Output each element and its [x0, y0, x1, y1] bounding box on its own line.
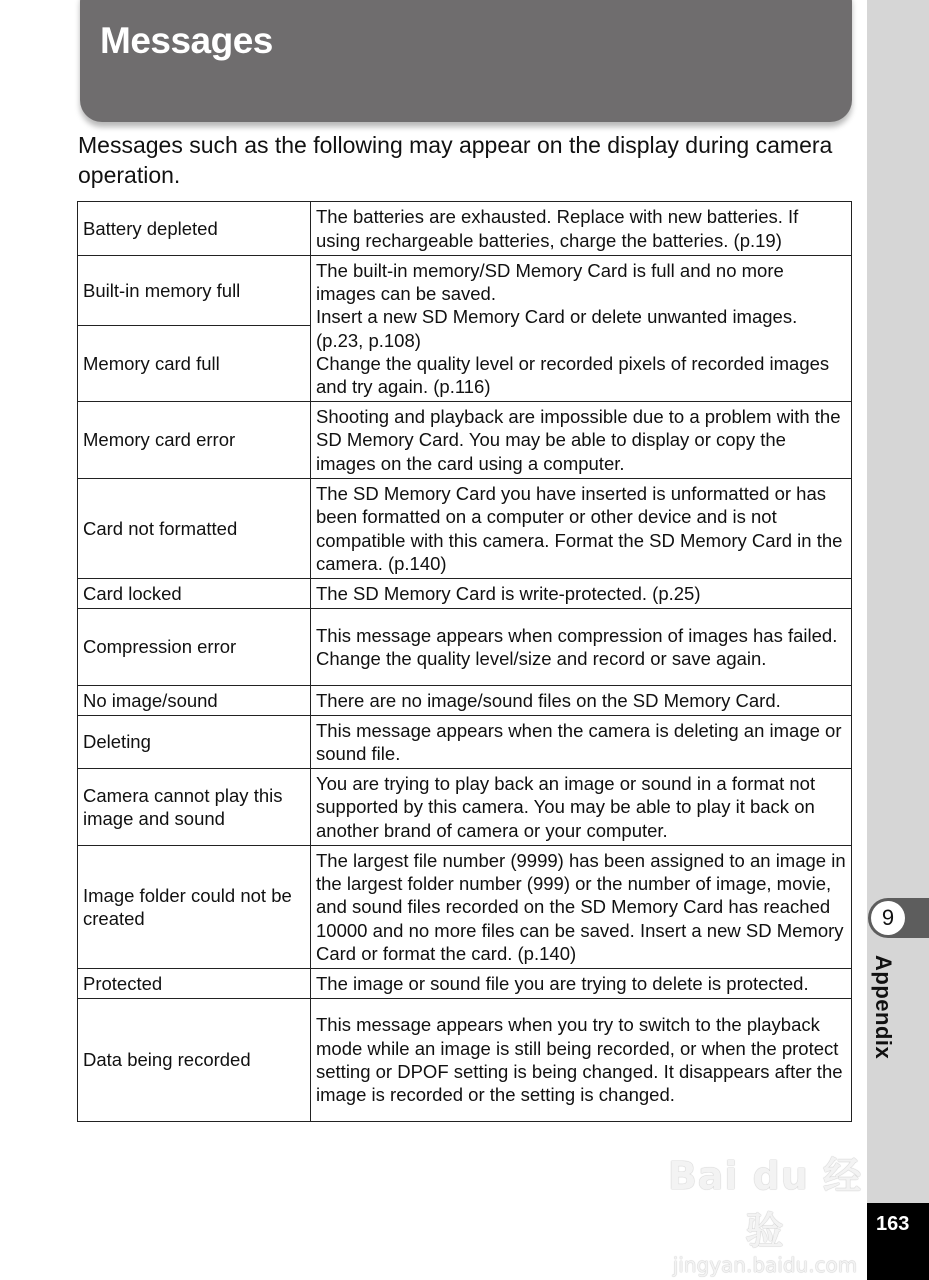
watermark-url: jingyan.baidu.com [672, 1253, 858, 1277]
message-name: Data being recorded [78, 999, 311, 1122]
message-name: Battery depleted [78, 202, 311, 256]
chapter-number-badge: 9 [871, 901, 905, 935]
description-line: Insert a new SD Memory Card or delete unwanted images. (p.23, p.108) [316, 306, 798, 351]
chapter-label: Appendix [871, 955, 896, 1060]
message-name: Deleting [78, 716, 311, 769]
table-row [78, 999, 852, 1122]
message-description: This message appears when you try to switch to the playback mode while an image is still being recorded, or when the protect setting or DPOF setting is being changed. It disappears after the image is recorded or the setting is changed. [311, 999, 852, 1122]
table-row [78, 609, 852, 686]
message-name: Card locked [78, 579, 311, 609]
message-description [311, 256, 852, 402]
message-description: The largest file number (9999) has been assigned to an image in the largest folder number (999) or the number of image, movie, and sound files recorded on the SD Memory Card has reached 10000 and no more files can be saved. Insert a new SD Memory Card or format the card. (p.140) [311, 846, 852, 969]
message-name: Memory card error [78, 402, 311, 479]
page-number: 163 [876, 1213, 910, 1235]
message-description: The batteries are exhausted. Replace with new batteries. If using rechargeable batteries, charge the batteries. (p.19) [311, 202, 852, 256]
message-description: There are no image/sound files on the SD Memory Card. [311, 686, 852, 716]
table-row [78, 969, 852, 999]
message-name: Compression error [78, 609, 311, 686]
page-title: Messages [100, 20, 273, 61]
watermark [660, 1145, 870, 1277]
table-row [78, 579, 852, 609]
table-row [78, 716, 852, 769]
intro-paragraph: Messages such as the following may appear on the display during camera operation. [78, 132, 833, 188]
message-description: The image or sound file you are trying to delete is protected. [311, 969, 852, 999]
message-description: Shooting and playback are impossible due to a problem with the SD Memory Card. You may be able to display or copy the images on the card using a computer. [311, 402, 852, 479]
table-row [78, 479, 852, 579]
table-row [78, 402, 852, 479]
table-row [78, 686, 852, 716]
message-name: Card not formatted [78, 479, 311, 579]
message-name: Protected [78, 969, 311, 999]
message-name: Image folder could not be created [78, 846, 311, 969]
message-name: Built-in memory full [78, 256, 311, 326]
side-bar [867, 0, 929, 1280]
description-line: The built-in memory/SD Memory Card is full and no more images can be saved. [316, 259, 784, 304]
description-line: Change the quality level or recorded pixels of recorded images and try again. (p.116) [316, 352, 830, 398]
message-name: Memory card full [78, 326, 311, 402]
table-row [78, 202, 852, 256]
message-name: No image/sound [78, 686, 311, 716]
table-row [78, 846, 852, 969]
baidu-logo-icon: Bai du 经验 [667, 1154, 863, 1253]
table-row [78, 769, 852, 846]
message-description: The SD Memory Card is write-protected. (p.25) [311, 579, 852, 609]
message-description: This message appears when the camera is deleting an image or sound file. [311, 716, 852, 769]
messages-table [77, 201, 852, 1122]
message-description: This message appears when compression of images has failed. Change the quality level/size and record or save again. [311, 609, 852, 686]
table-row [78, 256, 852, 326]
message-description: You are trying to play back an image or sound in a format not supported by this camera. You may be able to play it back on another brand of camera or your computer. [311, 769, 852, 846]
message-description: The SD Memory Card you have inserted is unformatted or has been formatted on a computer or other device and is not compatible with this camera. Format the SD Memory Card in the camera. (p.140) [311, 479, 852, 579]
message-name: Camera cannot play this image and sound [78, 769, 311, 846]
